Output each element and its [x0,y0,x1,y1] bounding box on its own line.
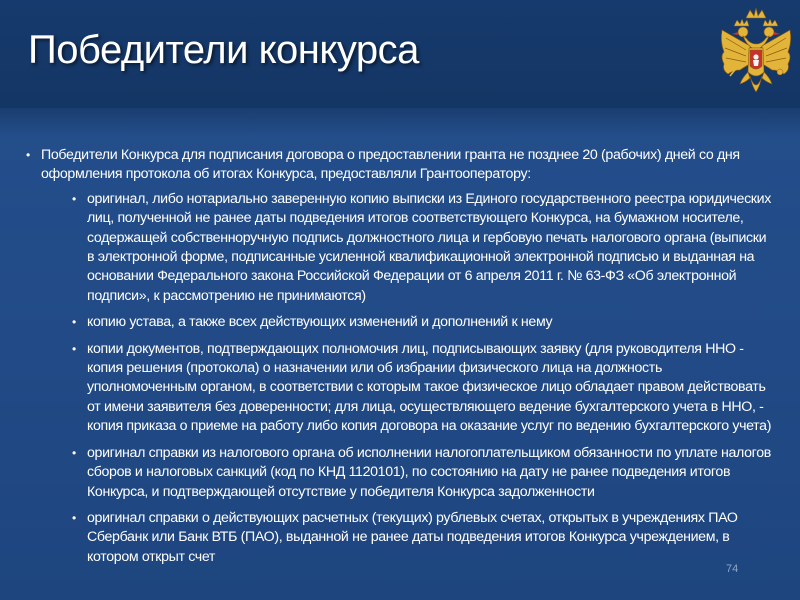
sub-list-item [41,340,772,437]
sub-list-item [41,509,772,567]
bullet-icon: • [72,191,76,206]
bullet-icon: • [72,510,76,525]
bullet-icon: • [72,445,76,460]
slide-body [26,146,772,574]
sub-item-text: оригинал справки о действующих расчетных (текущих) рублевых счетах, открытых в учреждениях ПАО Сбербанк или Банк ВТБ (ПАО), выданной не ранее даты подведения итогов Конкурса учреждением, в котором открыт счет [87,509,738,565]
page-number: 74 [726,563,739,575]
list-item [26,146,772,567]
bullet-list [26,146,772,567]
main-item-text: Победители Конкурса для подписания договора о предоставлении гранта не позднее 20 (рабочих) дней со дня оформления протокола об итогах Конкурса, предоставляли Грантооператору: [41,147,740,183]
bullet-icon: • [72,315,76,330]
bullet-icon: • [72,341,76,356]
sub-item-text: копию устава, а также всех действующих изменений и дополнений к нему [87,314,553,331]
sub-bullet-list [41,190,772,567]
sub-list-item [41,190,772,306]
sub-item-text: оригинал, либо нотариально заверенную копию выписки из Единого государственного реестра юридических лиц, полученной не ранее даты подведения итогов соответствующего Конкурса, на бумажном носителе, содержащей собственноручную подпись должностного лица и гербовую печать налогового органа (выписки в электронной форме, подписанные усиленной квалификационной электронной подписью и выданная на основании Федерального закона Российской Федерации от 6 апреля 2011 г. № 63-ФЗ «Об электронной подписи», к рассмотрению не принимаются) [87,190,771,304]
bullet-icon: • [26,148,30,162]
slide-title: Победители конкурса [28,28,419,72]
russian-coat-of-arms-icon [716,8,796,104]
sub-item-text: оригинал справки из налогового органа об исполнении налогоплательщиком обязанности по уплате налогов сборов и налоговых санкций (код по КНД 1120101), по состоянию на дату не ранее подведения итогов Конкурса, и подтверждающей отсутствие у победителя Конкурса задолженности [87,444,771,500]
sub-list-item [41,444,772,502]
sub-item-text: копии документов, подтверждающих полномочия лиц, подписывающих заявку (для руководителя ННО - копия решения (протокола) о назначении или об избрании физического лица на должность уполномоченным органом, в соответствии с которым такое физическое лицо обладает правом действовать от имени заявителя без доверенности; для лица, осуществляющего ведение бухгалтерского учета в ННО, - копия приказа о приеме на работу либо копия договора на оказание услуг по ведению бухгалтерского учета) [87,340,772,435]
sub-list-item [41,313,772,332]
title-shadow [0,108,800,136]
